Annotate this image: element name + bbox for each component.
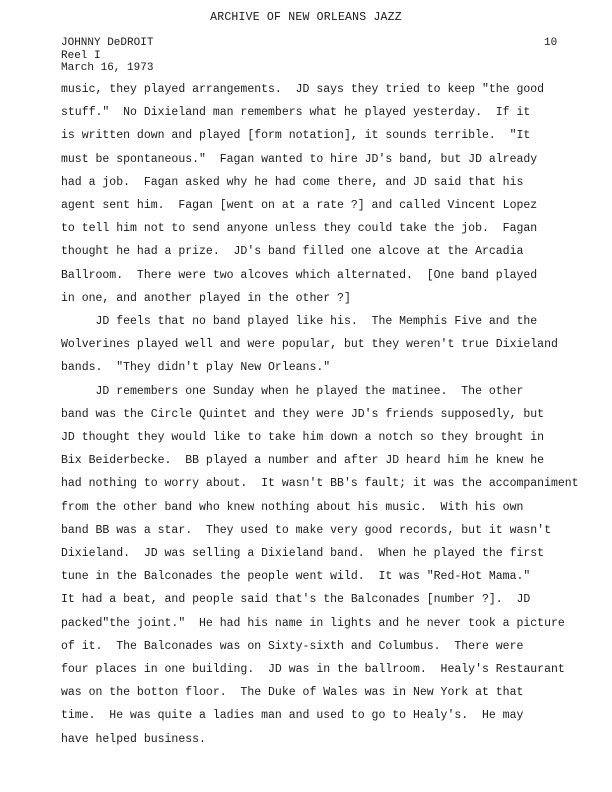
- transcript-line: is written down and played [form notation], it sounds terrible. "It: [61, 129, 531, 143]
- transcript-line: Dixieland. JD was selling a Dixieland band. When he played the first: [61, 547, 545, 560]
- transcript-line: of it. The Balconades was on Sixty-sixth and Columbus. There were: [61, 639, 524, 653]
- transcript-line: music, they played arrangements. JD says they tried to keep "the good: [61, 83, 545, 96]
- subject-name: JOHNNY DeDROIT: [61, 37, 154, 49]
- interview-header: [61, 37, 153, 75]
- transcript-line: to tell him not to send anyone unless they could take the job. Fagan: [61, 222, 538, 236]
- transcript-line: have helped business.: [61, 732, 206, 746]
- transcript-line: band was the Circle Quintet and they were JD's friends supposedly, but: [61, 407, 545, 421]
- transcript-line: from the other band who knew nothing about his music. With his own: [61, 500, 524, 514]
- transcript-line: JD remembers one Sunday when he played the matinee. The other: [61, 384, 524, 398]
- transcript-line: Wolverines played well and were popular, but they weren't true Dixieland: [61, 338, 558, 352]
- transcript-line: must be spontaneous." Fagan wanted to hire JD's band, but JD already: [61, 152, 538, 166]
- transcript-line: band BB was a star. They used to make very good records, but it wasn't: [61, 523, 551, 537]
- transcript-line: had a job. Fagan asked why he had come there, and JD said that his: [61, 175, 524, 189]
- transcript-line: time. He was quite a ladies man and used to go to Healy's. He may: [61, 709, 524, 723]
- transcript-line: It had a beat, and people said that's the Balconades [number ?]. JD: [61, 593, 531, 607]
- transcript-line: bands. "They didn't play New Orleans.": [61, 361, 331, 375]
- transcript-line: JD thought they would like to take him down a notch so they brought in: [61, 431, 545, 444]
- archive-title: ARCHIVE OF NEW ORLEANS JAZZ: [210, 11, 402, 24]
- transcript-line: tune in the Balconades the people went wild. It was "Red-Hot Mama.": [61, 570, 531, 584]
- transcript-line: agent sent him. Fagan [went on at a rate ?] and called Vincent Lopez: [61, 199, 538, 212]
- page-number: 10: [544, 37, 558, 49]
- interview-date: March 16, 1973: [61, 62, 154, 74]
- transcript-line: JD feels that no band played like his. The Memphis Five and the: [61, 315, 538, 328]
- transcript-line: was on the botton floor. The Duke of Wales was in New York at that: [61, 686, 524, 700]
- transcript-line: had nothing to worry about. It wasn't BB's fault; it was the accompaniment: [61, 477, 579, 491]
- transcript-line: packed"the joint." He had his name in lights and he never took a picture: [61, 616, 565, 630]
- transcript-line: in one, and another played in the other ?]: [61, 291, 351, 305]
- transcript-line: four places in one building. JD was in the ballroom. Healy's Restaurant: [61, 663, 565, 676]
- transcript-line: Ballroom. There were two alcoves which alternated. [One band played: [61, 268, 538, 282]
- reel-label: Reel I: [61, 49, 101, 62]
- transcript-line: stuff." No Dixieland man remembers what he played yesterday. If it: [61, 106, 531, 120]
- transcript-line: Bix Beiderbecke. BB played a number and after JD heard him he knew he: [61, 454, 545, 468]
- transcript-line: thought he had a prize. JD's band filled one alcove at the Arcadia: [61, 245, 524, 259]
